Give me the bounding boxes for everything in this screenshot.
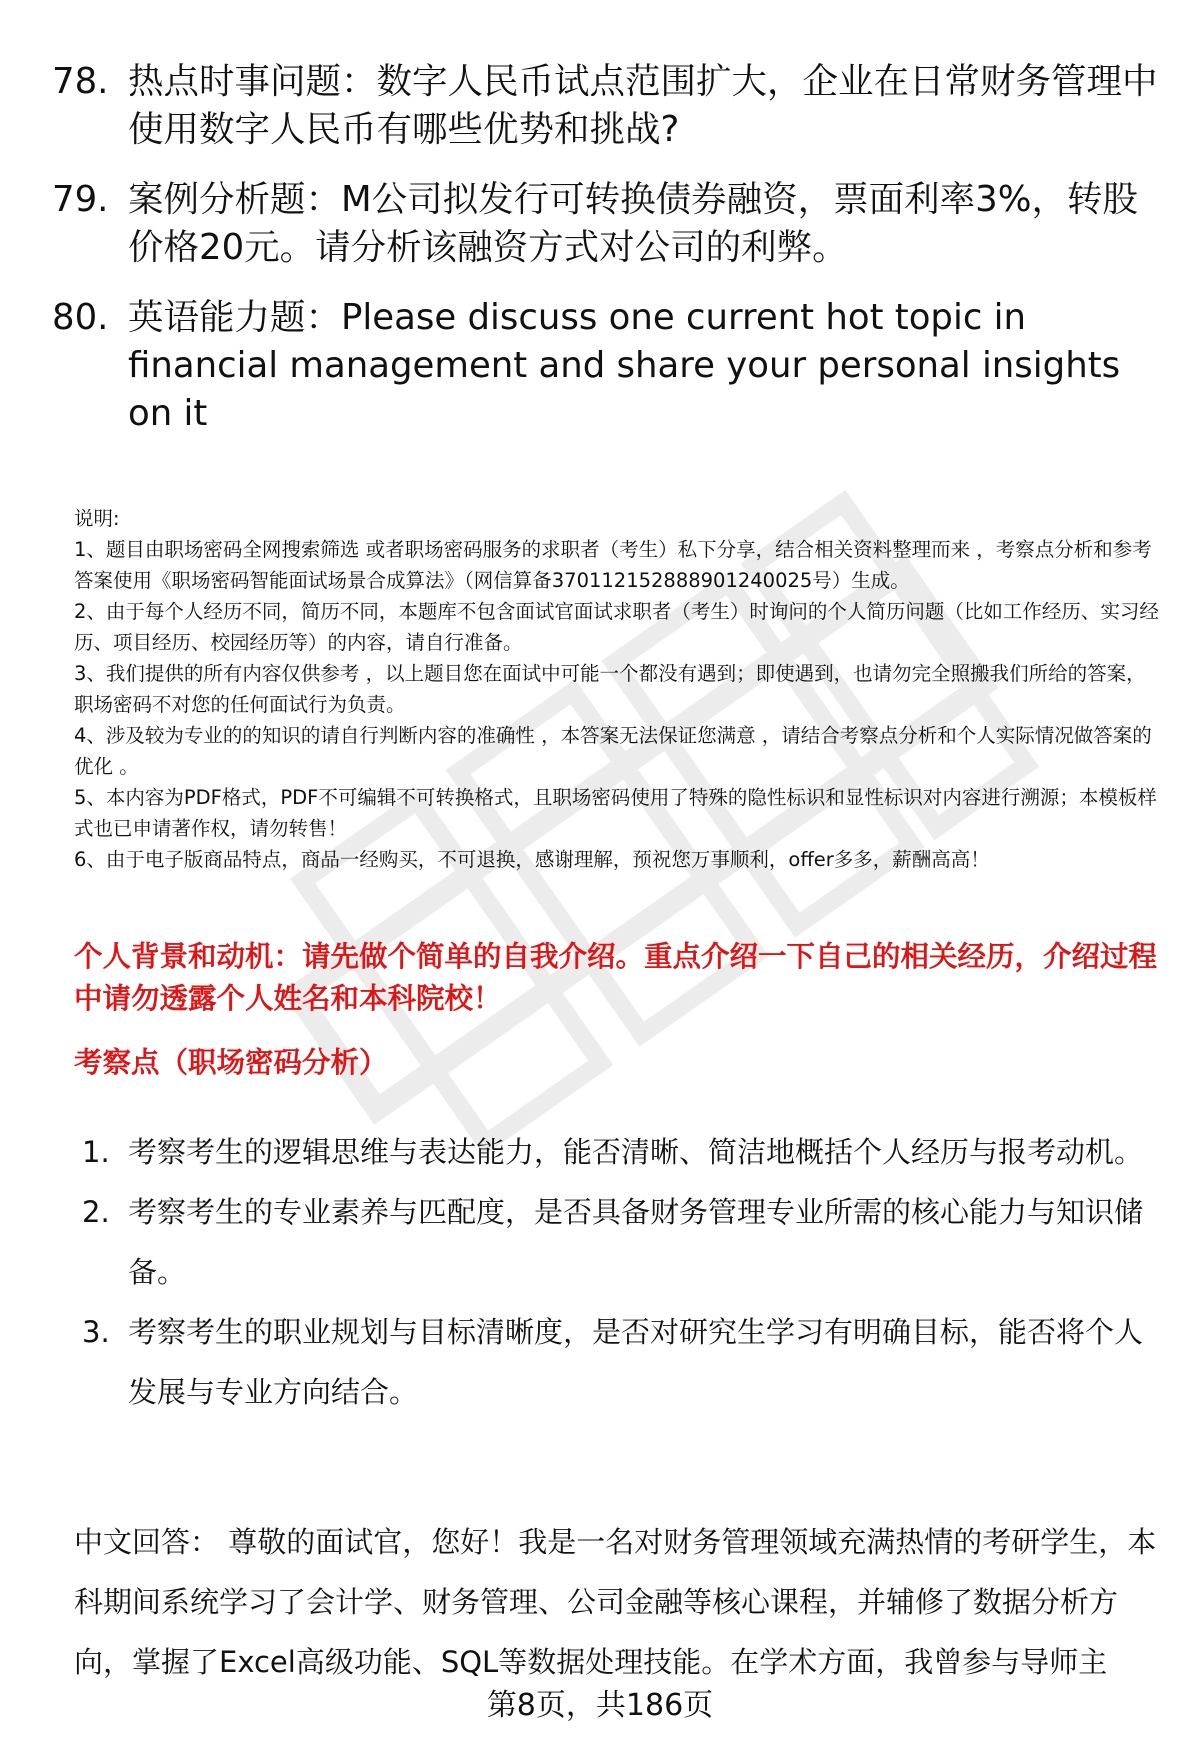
point-text: 考察考生的专业素养与匹配度，是否具备财务管理专业所需的核心能力与知识储备。 <box>128 1195 1144 1289</box>
note-item: 5、本内容为PDF格式，PDF不可编辑不可转换格式，且职场密码使用了特殊的隐性标识和显性标识对内容进行溯源；本模板样式也已申请著作权，请勿转售！ <box>74 786 1157 840</box>
point-number: 1. <box>82 1135 110 1169</box>
question-number: 79. <box>52 179 109 220</box>
exam-points-list <box>82 1122 1152 1422</box>
analysis-heading: 考察点（职场密码分析） <box>74 1046 388 1079</box>
notes-title: 说明: <box>74 507 120 530</box>
question-80 <box>52 294 1162 438</box>
note-item: 2、由于每个人经历不同，简历不同，本题库不包含面试官面试求职者（考生）时询问的个人简历问题（比如工作经历、实习经历、项目经历、校园经历等）的内容，请自行准备。 <box>74 600 1159 654</box>
note-item: 3、我们提供的所有内容仅供参考 ，以上题目您在面试中可能一个都没有遇到；即使遇到，也请勿完全照搬我们所给的答案，职场密码不对您的任何面试行为负责。 <box>74 662 1146 716</box>
question-number: 80. <box>52 297 109 338</box>
point-number: 2. <box>82 1195 110 1229</box>
point-text: 考察考生的逻辑思维与表达能力，能否清晰、简洁地概括个人经历与报考动机。 <box>128 1135 1144 1169</box>
point-text: 考察考生的职业规划与目标清晰度，是否对研究生学习有明确目标，能否将个人发展与专业方向结合。 <box>128 1315 1144 1409</box>
personal-question-heading: 个人背景和动机：请先做个简单的自我介绍。重点介绍一下自己的相关经历，介绍过程中请勿透露个人姓名和本科院校！ <box>74 940 1158 1015</box>
page-footer: 第8页，共186页 <box>486 1688 714 1723</box>
note-item: 6、由于电子版商品特点，商品一经购买，不可退换，感谢理解，预祝您万事顺利，offer多多，薪酬高高！ <box>74 848 990 871</box>
question-text: 热点时事问题：数字人民币试点范围扩大，企业在日常财务管理中使用数字人民币有哪些优势和挑战? <box>128 61 1158 150</box>
question-text: 英语能力题：Please discuss one current hot topic in financial management and share your personal insights on it <box>128 297 1121 434</box>
notes-section <box>74 503 1164 875</box>
question-list <box>52 58 1162 460</box>
question-78 <box>52 58 1162 154</box>
chinese-answer: 中文回答： 尊敬的面试官，您好！我是一名对财务管理领域充满热情的考研学生，本科期间系统学习了会计学、财务管理、公司金融等核心课程，并辅修了数据分析方向，掌握了Excel高级功能、SQL等数据处理技能。在学术方面，我曾参与导师主 <box>74 1525 1157 1679</box>
question-text: 案例分析题：M公司拟发行可转换债券融资，票面利率3%，转股价格20元。请分析该融资方式对公司的利弊。 <box>128 179 1138 268</box>
list-item <box>82 1122 1152 1182</box>
point-number: 3. <box>82 1315 110 1349</box>
question-79 <box>52 176 1162 272</box>
list-item <box>82 1302 1152 1422</box>
note-item: 1、题目由职场密码全网搜索筛选 或者职场密码服务的求职者（考生）私下分享，结合相关资料整理而来 ，考察点分析和参考答案使用《职场密码智能面试场景合成算法》（网信算备370112152888901240025号）生成。 <box>74 538 1152 592</box>
list-item <box>82 1182 1152 1302</box>
question-number: 78. <box>52 61 109 102</box>
note-item: 4、涉及较为专业的的知识的请自行判断内容的准确性 ，本答案无法保证您满意 ，请结合考察点分析和个人实际情况做答案的优化 。 <box>74 724 1152 778</box>
